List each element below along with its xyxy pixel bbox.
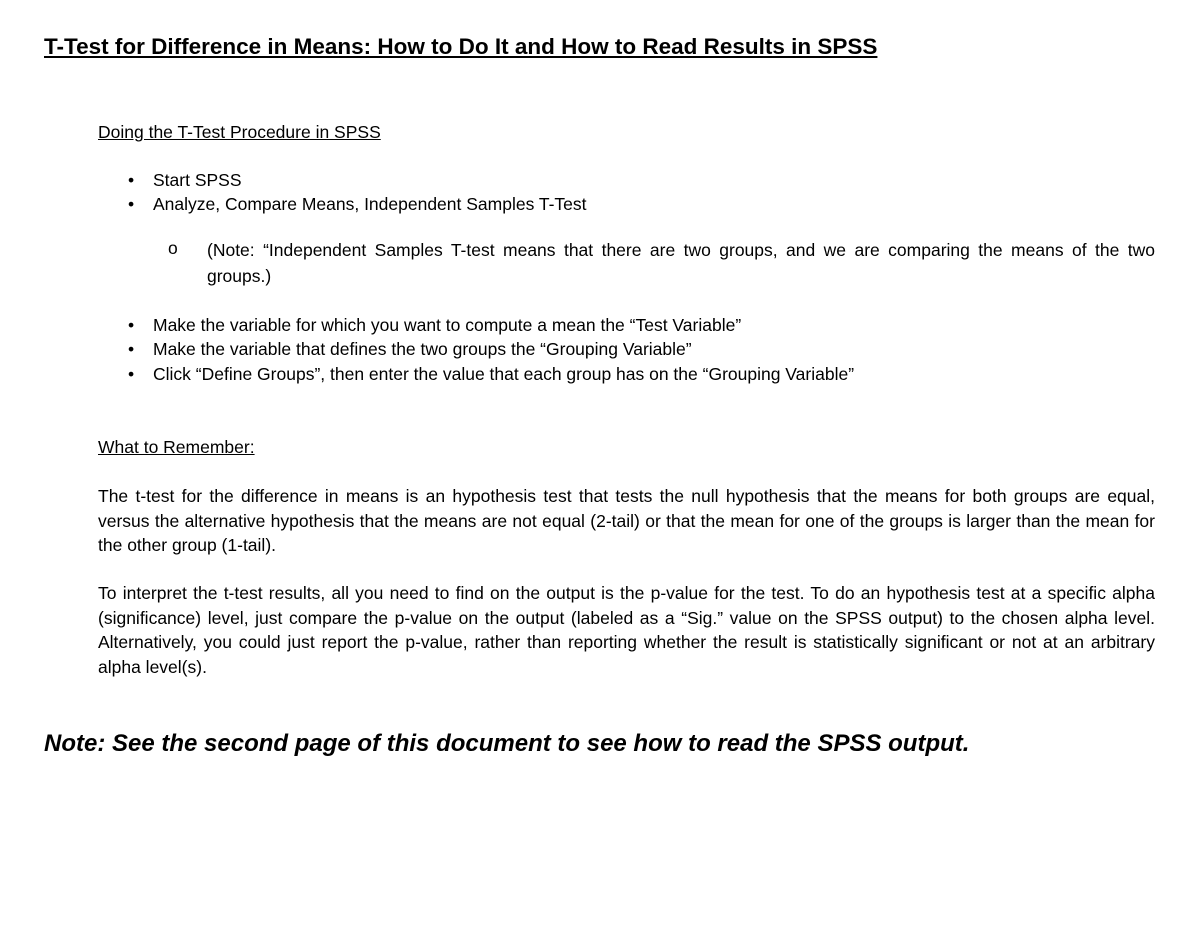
sub-list-item: o (Note: “Independent Samples T-test means that there are two groups, and we are comparing the means of the two groups.) (168, 238, 1155, 289)
page-title: T-Test for Difference in Means: How to Do It and How to Read Results in SPSS (44, 34, 878, 59)
list-item: • Analyze, Compare Means, Independent Samples T-Test (128, 194, 587, 214)
bullet-icon: • (128, 339, 135, 359)
list-item: • Start SPSS (128, 170, 242, 190)
paragraph: The t-test for the difference in means is an hypothesis test that tests the null hypothesis that the means for both groups are equal, versus the alternative hypothesis that the means are not equal (2-tail) or that the mean for one of the groups is larger than the mean for the other group (1-tail). (98, 486, 1155, 555)
bullet-icon: • (128, 315, 135, 335)
bullet-icon: • (128, 364, 135, 384)
bullet-icon: • (128, 194, 135, 214)
remember-heading: What to Remember: (98, 437, 255, 457)
procedure-heading: Doing the T-Test Procedure in SPSS (98, 122, 381, 142)
list-item: • Make the variable for which you want to compute a mean the “Test Variable” (128, 315, 742, 335)
list-item: • Click “Define Groups”, then enter the value that each group has on the “Grouping Variable” (128, 364, 855, 384)
list-item: • Make the variable that defines the two groups the “Grouping Variable” (128, 339, 692, 359)
closing-note: Note: See the second page of this document to see how to read the SPSS output. (44, 730, 970, 757)
bullet-icon: • (128, 170, 135, 190)
paragraph: To interpret the t-test results, all you need to find on the output is the p-value for the test. To do an hypothesis test at a specific alpha (significance) level, just compare the p-value on the output (labeled as a “Sig.” value on the SPSS output) to the chosen alpha level. Alternatively, you could just report the p-value, rather than reporting whether the result is statistically significant or not at an arbitrary alpha level(s). (98, 583, 1155, 677)
circle-bullet-icon: o (168, 238, 178, 258)
